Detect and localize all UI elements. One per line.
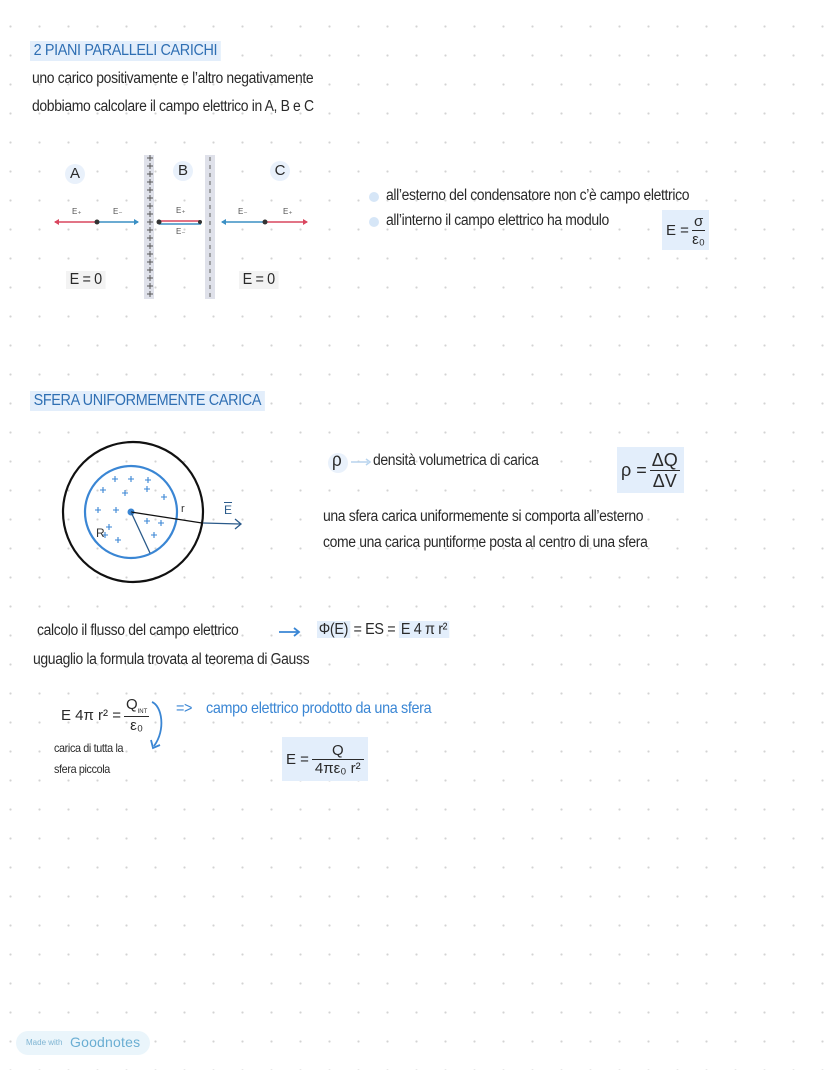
vector-label-e-minus: E₋: [176, 227, 186, 236]
formula-charge-density: [617, 447, 684, 493]
formula-sphere-field: [282, 737, 368, 781]
rho-description: densità volumetrica di carica: [373, 452, 539, 469]
vector-label-e-minus: E₋: [238, 207, 248, 216]
label-big-r: R: [96, 526, 105, 540]
flux-formula: [317, 621, 449, 639]
section-title-uniform-sphere: SFERA UNIFORMEMENTE CARICA: [30, 391, 265, 411]
bullet-text: all’interno il campo elettrico ha modulo: [386, 212, 609, 229]
flux-symbol: Φ(E): [318, 621, 349, 638]
fraction-denominator: ΔV: [652, 470, 677, 491]
rho-symbol: ρ: [332, 450, 342, 471]
fraction-denominator: 4πε₀ r²: [314, 759, 361, 777]
note-line: carica di tutta la: [54, 741, 124, 755]
arrow-right-icon: [350, 457, 372, 467]
fraction-denominator: ε₀: [692, 230, 706, 248]
curved-arrow-icon: [148, 700, 170, 752]
gauss-text: uguaglio la formula trovata al teorema di Gauss: [33, 651, 310, 668]
formula-lhs: E =: [666, 221, 689, 239]
field-c-value: E = 0: [239, 271, 278, 289]
bullet-icon: [369, 217, 379, 227]
subscript-int: INT: [137, 709, 148, 715]
label-field-e: $\overline{E}$: [224, 503, 233, 517]
fraction-numerator: Q: [312, 743, 364, 760]
fraction-numerator: σ: [693, 212, 704, 230]
vector-label-e-plus: E₊: [176, 206, 186, 215]
bullet-icon: [369, 192, 379, 202]
made-with-label: Made with: [26, 1038, 63, 1047]
formula-lhs: ρ =: [621, 459, 647, 480]
arrow-right-icon: [278, 626, 302, 638]
implies-arrow: =>: [176, 700, 193, 717]
bullet-text: all’esterno del condensatore non c’è campo elettrico: [386, 187, 690, 204]
goodnotes-badge: [16, 1031, 150, 1055]
formula-lhs: E =: [286, 750, 309, 768]
section-title-parallel-plates: 2 PIANI PARALLELI CARICHI: [30, 41, 221, 61]
text-line: come una carica puntiforme posta al centro di una sfera: [323, 534, 648, 551]
flux-result: E 4 π r²: [400, 621, 448, 638]
fraction: [312, 743, 364, 776]
fraction: [650, 451, 680, 490]
text-line: dobbiamo calcolare il campo elettrico in A, B e C: [32, 98, 314, 115]
fraction-denominator: ε₀: [130, 717, 144, 734]
field-vectors-svg: [0, 0, 340, 310]
fraction-numerator: [124, 697, 149, 717]
result-text: campo elettrico prodotto da una sfera: [206, 700, 432, 717]
brand-label: Goodnotes: [70, 1034, 141, 1050]
region-label-a: A: [65, 164, 85, 184]
numerator-q: Q: [125, 696, 138, 713]
flux-eq: = ES =: [349, 621, 400, 638]
vector-label-e-plus: E₊: [283, 207, 293, 216]
flux-text: calcolo il flusso del campo elettrico: [37, 622, 239, 639]
formula-gauss: [61, 697, 149, 733]
vector-label-e-plus: E₊: [72, 207, 82, 216]
region-label-c: C: [270, 161, 290, 181]
fraction: [692, 214, 705, 247]
note-line: sfera piccola: [54, 762, 110, 776]
label-small-r: r: [181, 503, 185, 515]
sphere-diagram: [40, 430, 270, 600]
region-label-b: B: [173, 161, 193, 181]
fraction-numerator: ΔQ: [651, 449, 678, 470]
vector-label-e-minus: E₋: [113, 207, 123, 216]
formula-plane-field: [662, 210, 709, 250]
field-a-value: E = 0: [66, 271, 105, 289]
fraction: [124, 697, 149, 733]
formula-lhs: E 4π r² =: [61, 706, 121, 724]
text-line: uno carico positivamente e l’altro negativamente: [32, 70, 314, 87]
text-line: una sfera carica uniformemente si comporta all’esterno: [323, 508, 644, 525]
